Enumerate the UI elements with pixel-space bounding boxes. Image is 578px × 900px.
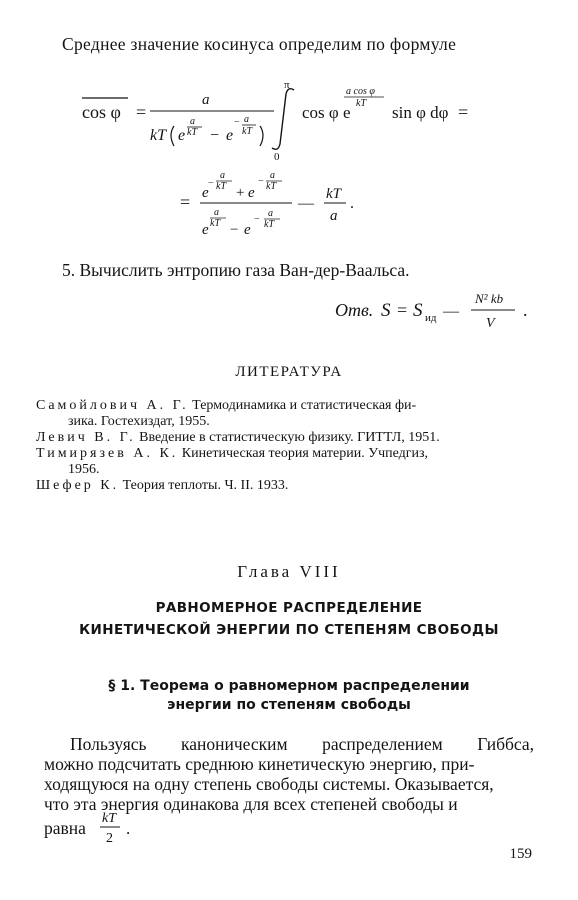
chapter-title-line1: РАВНОМЕРНОЕ РАСПРЕДЕЛЕНИЕ [155, 600, 423, 616]
reference-2-text: Введение в статистическую физику. ГИТТЛ, 1951. [135, 430, 440, 445]
f2-tail-num: kT [326, 186, 341, 202]
answer-period: . [523, 300, 528, 320]
f2-num-kT2: kT [266, 181, 276, 192]
body-word-3: распределением [322, 734, 443, 754]
reference-2-author: Левич В. Г. [36, 430, 136, 445]
reference-3 [36, 446, 536, 478]
cosine-average-formula [62, 78, 532, 168]
answer-sid: S [413, 300, 423, 321]
reference-4 [36, 478, 536, 494]
chapter-label: Глава VIII [237, 562, 341, 581]
formula1-exp-acos: a cos φ [346, 86, 375, 97]
f2-den-minus2: − [254, 214, 260, 225]
reference-4-text: Теория теплоты. Ч. II. 1933. [119, 478, 289, 493]
literature-heading: ЛИТЕРАТУРА [235, 364, 343, 380]
f2-den-kT2: kT [264, 219, 274, 230]
integral-sign [272, 89, 294, 150]
formula1-tail-equals: = [458, 102, 469, 122]
f2-den-a1: a [214, 207, 219, 218]
formula1-exp-kT2: kT [242, 126, 252, 137]
reference-1-cont: зика. Гостехиздат, 1955. [68, 414, 210, 429]
right-paren [260, 126, 263, 146]
answer-minus: — [443, 303, 459, 320]
problem-5: 5. Вычислить энтропию газа Ван-дер-Ваальса. [62, 260, 410, 280]
body-line-2: можно подсчитать среднюю кинетическую энергию, при- [44, 754, 475, 774]
f2-num-plus: + [236, 185, 245, 201]
formula1-integrand: cos φ e [302, 103, 351, 122]
f2-num-e1: e [202, 185, 209, 201]
f2-den-e1: e [202, 222, 209, 238]
reference-4-author: Шефер К. [36, 478, 120, 493]
formula1-frac-num: a [202, 92, 210, 108]
f2-den-e2: e [244, 222, 251, 238]
reference-3-text: Кинетическая теория материи. Учпедгиз, [178, 446, 429, 461]
cosine-result-formula [180, 170, 380, 240]
body-last-line [44, 808, 144, 848]
chapter-title-line2: КИНЕТИЧЕСКОЙ ЭНЕРГИИ ПО СТЕПЕНЯМ СВОБОДЫ [79, 622, 499, 638]
intro-text: Среднее значение косинуса определим по формуле [62, 34, 457, 54]
section-title-line1: § 1. Теорема о равномерном распределении [108, 678, 470, 694]
last-period: . [126, 819, 131, 838]
f2-tail-minus: — [298, 195, 314, 212]
reference-2 [36, 430, 536, 446]
f2-num-a1: a [220, 170, 225, 181]
formula1-minus: − [210, 127, 220, 144]
formula1-equals: = [136, 102, 147, 122]
reference-3-cont: 1956. [68, 462, 100, 477]
body-word-2: каноническим [181, 734, 288, 754]
answer-eq: = [397, 300, 408, 320]
page-number: 159 [509, 846, 532, 862]
body-word-1: Пользуясь [70, 734, 147, 754]
formula1-exp-a1: a [190, 116, 195, 127]
body-line-3: ходящуюся на одну степень свободы системы. Оказывается, [44, 774, 494, 794]
last-frac-num: kT [102, 811, 116, 826]
formula1-sin: sin φ dφ [392, 103, 449, 122]
f2-num-a2: a [270, 170, 275, 181]
formula1-lhs: cos φ [82, 102, 121, 122]
f2-num-e2: e [248, 185, 255, 201]
reference-1-text: Термодинамика и статистическая фи- [188, 398, 417, 413]
formula2-equals: = [180, 192, 191, 212]
left-paren [171, 126, 174, 146]
formula1-exp-minus: − [234, 117, 240, 128]
body-word-4: Гиббса, [477, 734, 534, 754]
answer-den: V [486, 316, 495, 331]
formula1-e1: e [178, 127, 186, 144]
f2-num-minus2: − [258, 176, 264, 187]
f2-den-a2: a [268, 208, 273, 219]
integral-lower: 0 [274, 151, 280, 163]
answer-prefix: Отв. [335, 300, 374, 320]
body-line-1 [70, 734, 534, 755]
formula1-exp-a2: a [244, 114, 249, 125]
answer-formula [335, 288, 535, 334]
f2-den-kT1: kT [210, 218, 220, 229]
section-title-line2: энергии по степеням свободы [167, 697, 411, 713]
f2-den-minus: − [230, 222, 239, 238]
f2-num-kT1: kT [216, 181, 226, 192]
f2-num-minus1: − [208, 178, 214, 189]
reference-1-author: Самойлович А. Г. [36, 398, 189, 413]
answer-lhs: S [381, 300, 391, 321]
answer-num: N² kb [475, 291, 504, 306]
reference-3-author: Тимирязев А. К. [36, 446, 179, 461]
last-frac-den: 2 [106, 831, 113, 846]
f2-period: . [350, 195, 354, 212]
reference-1 [36, 398, 536, 430]
f2-tail-den: a [330, 208, 338, 224]
answer-sub-id: ид [425, 312, 437, 324]
formula1-exp-kT1: kT [187, 127, 197, 138]
formula1-e2: e [226, 127, 234, 144]
integral-upper: π [284, 79, 290, 91]
body-line-4: что эта энергия одинакова для всех степеней свободы и [44, 794, 458, 814]
formula1-exp-kT3: kT [356, 98, 366, 109]
formula1-kT: kT [150, 127, 166, 144]
last-line-prefix: равна [44, 818, 86, 838]
